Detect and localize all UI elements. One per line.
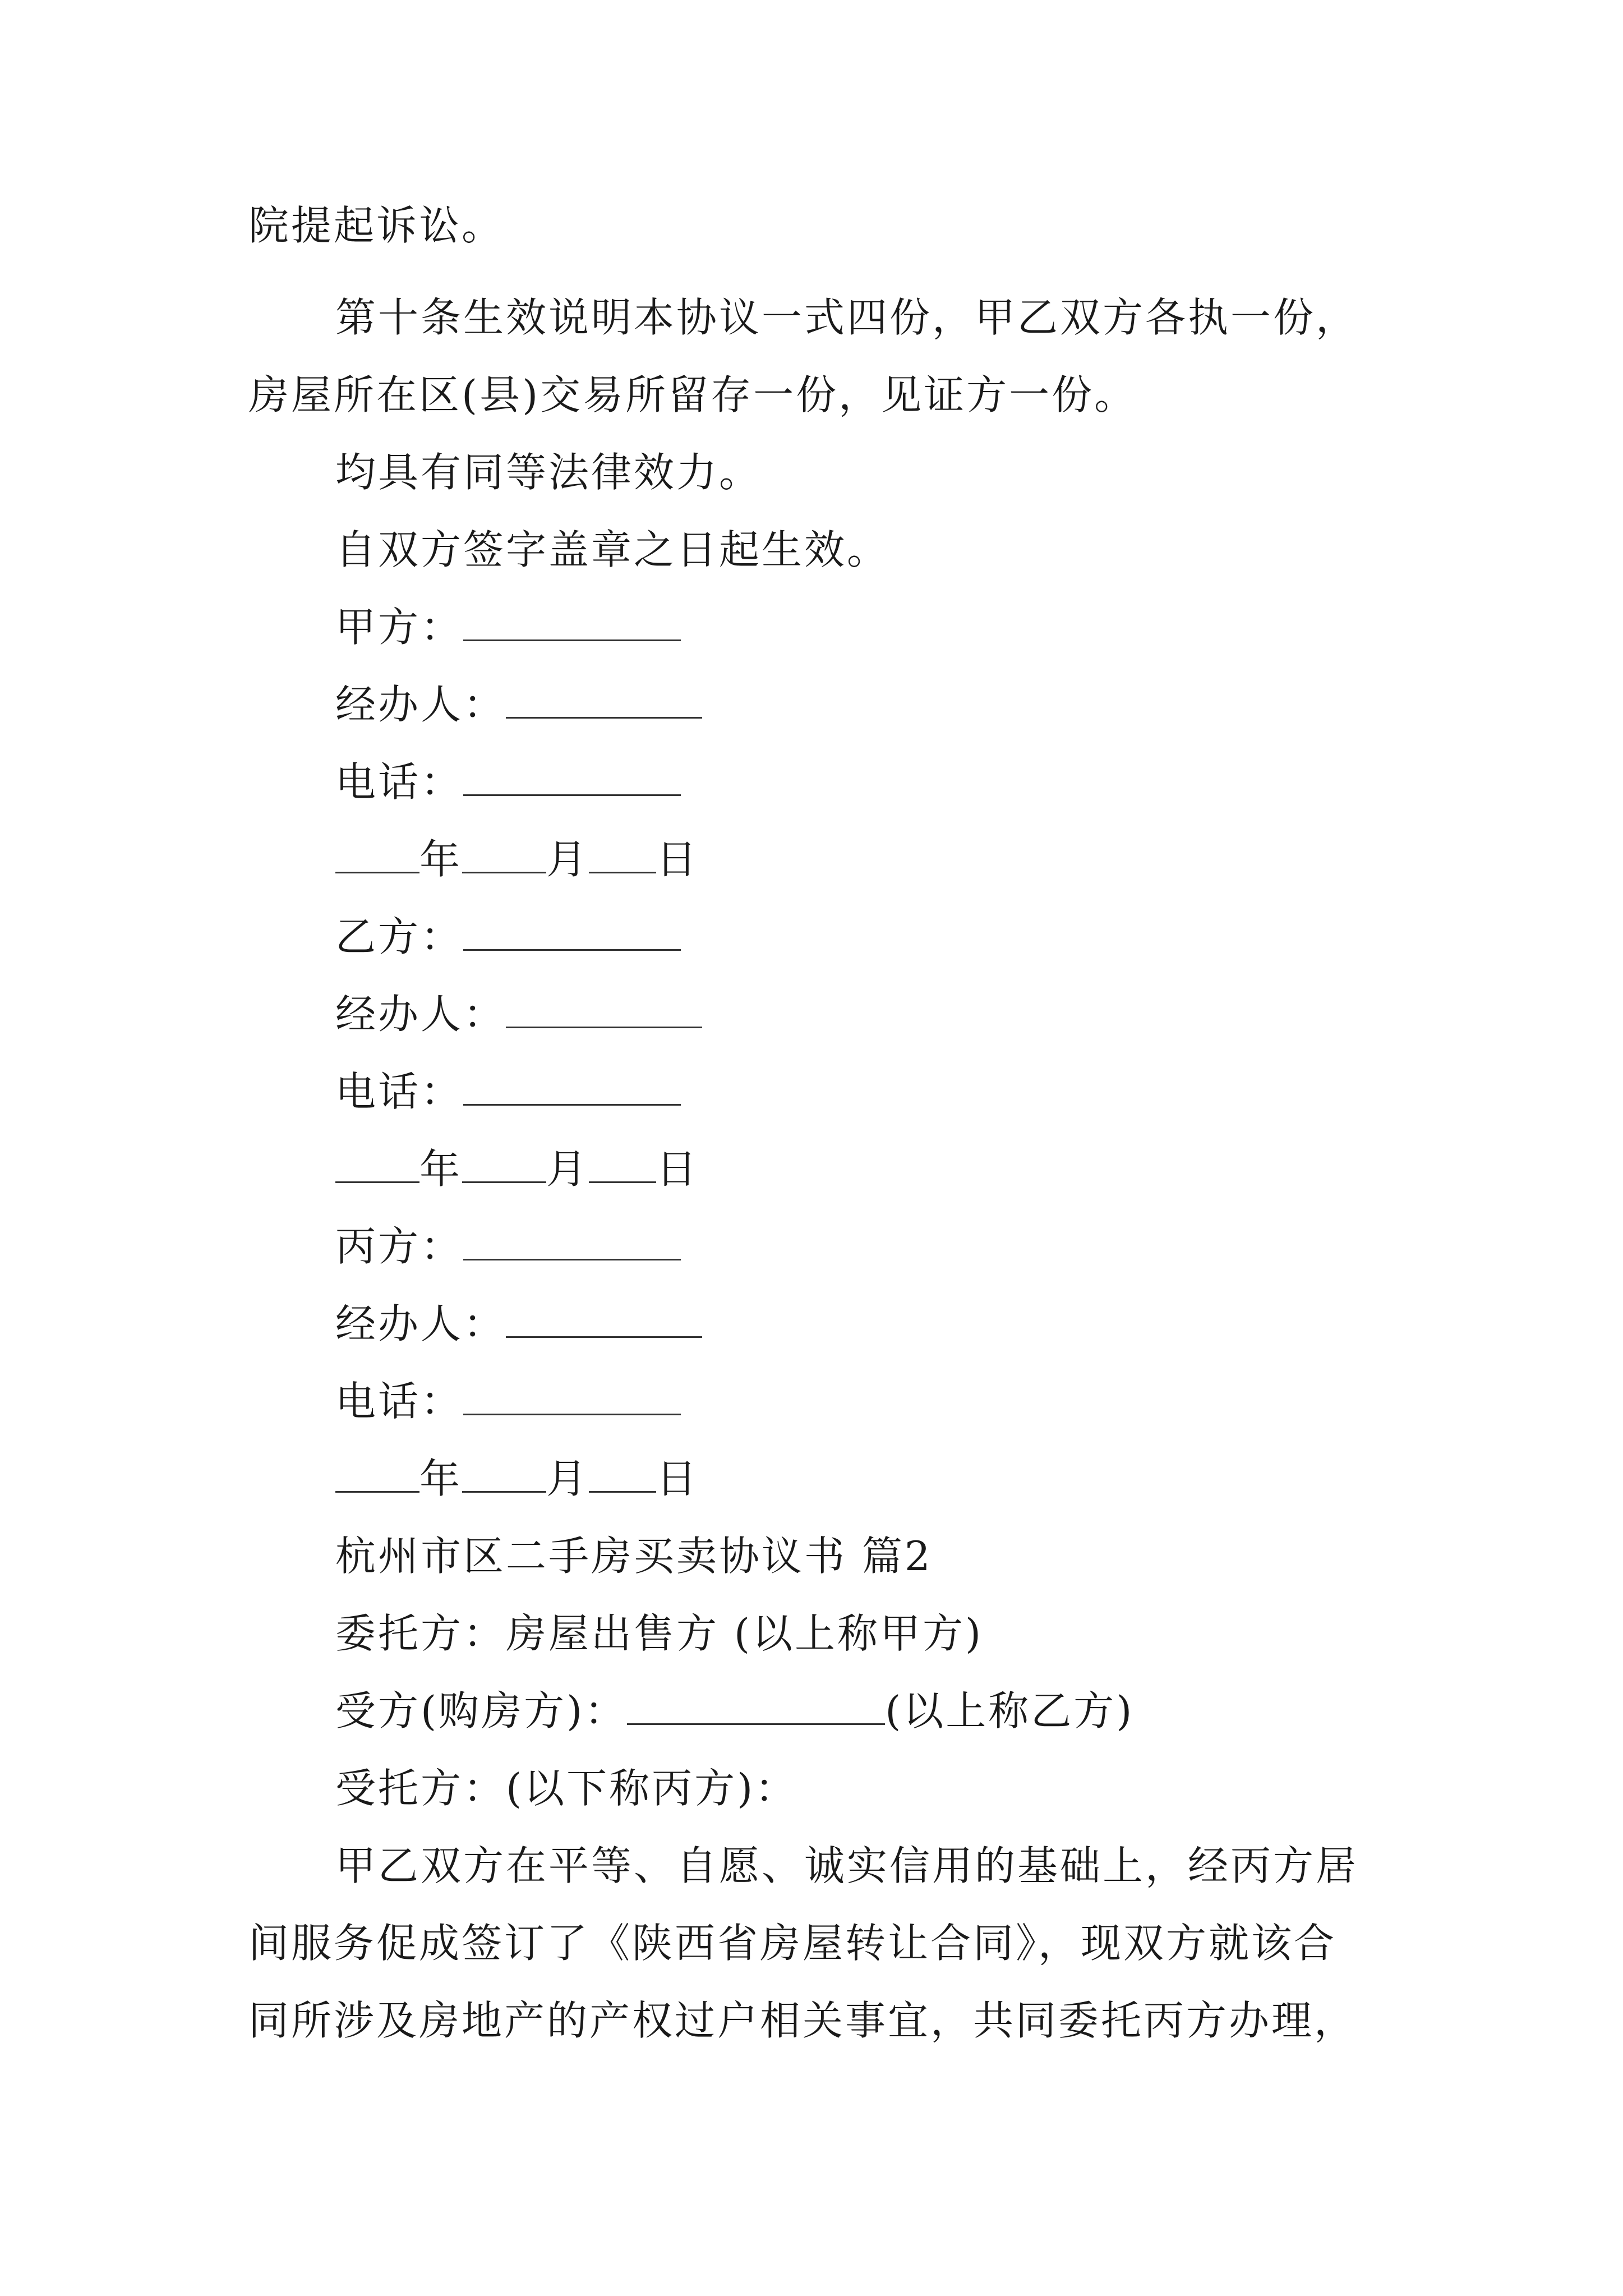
party-c-blank[interactable] (463, 1225, 681, 1260)
party-c-agent-row (335, 1296, 702, 1352)
year-label: 年 (419, 836, 463, 883)
client-line: 委托方：房屋出售方 (以上称甲方) (335, 1610, 984, 1657)
agent-line: 受托方：(以下称丙方)： (335, 1765, 798, 1812)
buyer-row (335, 1683, 1134, 1739)
party-c-phone-row (335, 1373, 681, 1429)
buyer-label: 受方(购房方)： (335, 1687, 628, 1734)
party-c-agent-blank[interactable] (506, 1303, 702, 1338)
party-a-label: 甲方： (335, 604, 464, 651)
party-a-phone-label: 电话： (335, 758, 464, 806)
day-blank[interactable] (589, 1148, 656, 1183)
party-b-date-row (335, 1141, 699, 1197)
party-b-agent-row (335, 986, 702, 1042)
party-a-blank[interactable] (463, 606, 681, 641)
day-blank[interactable] (589, 838, 656, 873)
party-c-phone-blank[interactable] (463, 1380, 681, 1415)
year-blank[interactable] (335, 838, 419, 873)
party-b-phone-label: 电话： (335, 1068, 464, 1115)
day-label: 日 (656, 1145, 699, 1193)
paragraph-line: 同所涉及房地产的产权过户相关事宜，共同委托丙方办理， (248, 1997, 1357, 2044)
text-line: 院提起诉讼。 (248, 202, 505, 249)
month-label: 月 (546, 836, 589, 883)
paragraph-line: 间服务促成签订了《陕西省房屋转让合同》，现双方就该合 (248, 1920, 1337, 1967)
text-line: 均具有同等法律效力。 (335, 449, 762, 496)
paragraph-line: 甲乙双方在平等、自愿、诚实信用的基础上，经丙方居 (335, 1842, 1359, 1889)
party-a-agent-label: 经办人： (335, 681, 506, 728)
month-blank[interactable] (462, 1148, 546, 1183)
party-a-agent-row (335, 677, 702, 733)
text-line: 房屋所在区(县)交易所留存一份，见证方一份。 (248, 371, 1137, 418)
buyer-blank[interactable] (627, 1690, 885, 1725)
party-a-phone-blank[interactable] (463, 761, 681, 796)
party-b-blank[interactable] (463, 915, 681, 951)
month-label: 月 (546, 1145, 589, 1193)
party-b-phone-blank[interactable] (463, 1070, 681, 1106)
month-blank[interactable] (462, 838, 546, 873)
party-b-phone-row (335, 1064, 681, 1120)
day-label: 日 (656, 836, 699, 883)
party-a-date-row (335, 831, 699, 887)
year-blank[interactable] (335, 1457, 419, 1493)
party-a-phone-row (335, 754, 681, 810)
party-b-row (335, 909, 681, 965)
day-blank[interactable] (589, 1457, 656, 1493)
party-c-agent-label: 经办人： (335, 1300, 506, 1347)
party-c-phone-label: 电话： (335, 1378, 464, 1425)
party-b-agent-label: 经办人： (335, 991, 506, 1038)
party-b-label: 乙方： (335, 913, 464, 960)
year-label: 年 (419, 1145, 463, 1193)
party-a-agent-blank[interactable] (506, 683, 702, 719)
party-c-label: 丙方： (335, 1223, 464, 1270)
year-blank[interactable] (335, 1148, 419, 1183)
party-b-agent-blank[interactable] (506, 993, 702, 1028)
text-line: 自双方签字盖章之日起生效。 (335, 526, 890, 573)
buyer-suffix: (以上称乙方) (885, 1687, 1135, 1734)
month-blank[interactable] (462, 1457, 546, 1493)
party-c-row (335, 1218, 681, 1274)
day-label: 日 (656, 1455, 699, 1502)
section-title: 杭州市区二手房买卖协议书 篇2 (335, 1533, 933, 1580)
text-line: 第十条生效说明本协议一式四份，甲乙双方各执一份， (335, 294, 1359, 341)
party-c-date-row (335, 1451, 699, 1507)
year-label: 年 (419, 1455, 463, 1502)
party-a-row (335, 599, 681, 655)
month-label: 月 (546, 1455, 589, 1502)
